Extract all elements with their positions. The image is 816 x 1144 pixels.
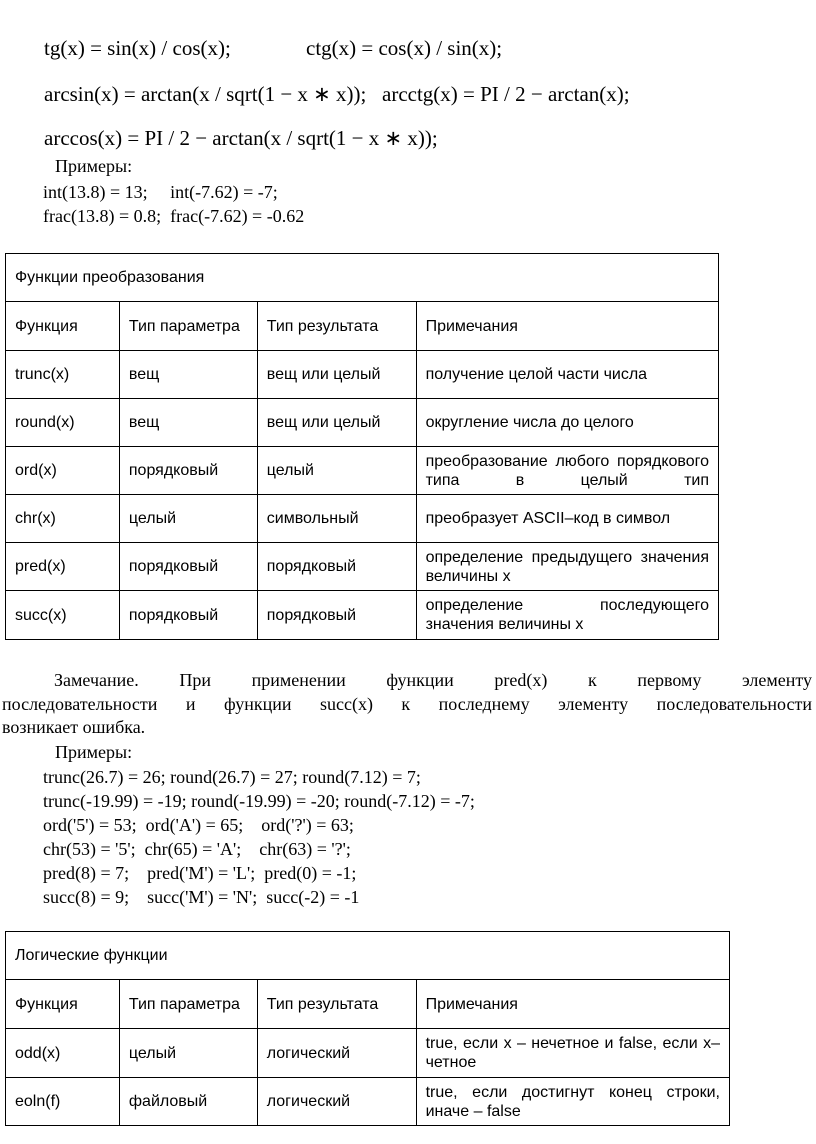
table-row <box>6 591 719 640</box>
header-cell: Тип параметра <box>119 302 257 351</box>
table-title: Логические функции <box>6 932 730 980</box>
table-cell: целый <box>119 1029 257 1078</box>
table-row <box>6 1078 730 1126</box>
table-cell: odd(x) <box>6 1029 120 1078</box>
table-row <box>6 399 719 447</box>
formula-arcctg: arcctg(x) = PI / 2 − arctan(x); <box>382 82 630 106</box>
example-line: succ(8) = 9; succ('M') = 'N'; succ(-2) = -1 <box>43 887 360 907</box>
examples-heading: Примеры: <box>55 156 133 176</box>
example-line: trunc(26.7) = 26; round(26.7) = 27; round(7.12) = 7; <box>43 767 421 787</box>
remark-line: Замечание. При применении функции pred(x) к первому элементу <box>54 670 812 690</box>
table-cell: trunc(x) <box>6 351 120 399</box>
table-cell: преобразует ASCII–код в символ <box>416 495 718 543</box>
examples-heading: Примеры: <box>55 742 133 762</box>
formula-ctg: ctg(x) = cos(x) / sin(x); <box>306 36 503 60</box>
table-cell: определение последующего значения величины x <box>416 591 718 640</box>
table-cell: порядковый <box>119 447 257 495</box>
table-cell: определение предыдущего значения величины x <box>416 543 718 591</box>
formula-tg: tg(x) = sin(x) / cos(x); <box>44 36 231 60</box>
remark-line: последовательности и функции succ(x) к последнему элементу последовательности <box>2 694 812 714</box>
table-row <box>6 351 719 399</box>
table-cell: целый <box>119 495 257 543</box>
table-cell: файловый <box>119 1078 257 1126</box>
table-cell: round(x) <box>6 399 120 447</box>
table-cell: целый <box>257 447 416 495</box>
header-cell: Функция <box>6 980 120 1029</box>
header-cell: Функция <box>6 302 120 351</box>
table-cell: succ(x) <box>6 591 120 640</box>
table-cell: вещ <box>119 351 257 399</box>
table-cell: вещ <box>119 399 257 447</box>
table-cell: символьный <box>257 495 416 543</box>
header-cell: Тип параметра <box>119 980 257 1029</box>
table-row <box>6 543 719 591</box>
table-row <box>6 447 719 495</box>
table-cell: eoln(f) <box>6 1078 120 1126</box>
example-line: frac(13.8) = 0.8; frac(-7.62) = -0.62 <box>43 206 305 226</box>
table-title: Функции преобразования <box>6 254 719 302</box>
table-cell: вещ или целый <box>257 399 416 447</box>
table-cell: получение целой части числа <box>416 351 718 399</box>
table-cell: ord(x) <box>6 447 120 495</box>
table-cell: порядковый <box>119 543 257 591</box>
example-line: trunc(-19.99) = -19; round(-19.99) = -20; round(-7.12) = -7; <box>43 791 475 811</box>
table-cell: округление числа до целого <box>416 399 718 447</box>
remark-line: возникает ошибка. <box>2 717 146 737</box>
table-row <box>6 495 719 543</box>
table-cell: pred(x) <box>6 543 120 591</box>
logical-functions-table <box>5 931 730 1126</box>
table-cell: преобразование любого порядкового типа в целый тип <box>416 447 718 495</box>
table-header-row <box>6 302 719 351</box>
formula-arcsin: arcsin(x) = arctan(x / sqrt(1 − x ∗ x)); <box>44 82 367 106</box>
header-cell: Тип результата <box>257 302 416 351</box>
header-cell: Примечания <box>416 980 729 1029</box>
example-line: chr(53) = '5'; chr(65) = 'A'; chr(63) = '?'; <box>43 839 351 859</box>
header-cell: Примечания <box>416 302 718 351</box>
conversion-functions-table <box>5 253 719 640</box>
example-line: int(13.8) = 13; int(-7.62) = -7; <box>43 182 278 202</box>
example-line: ord('5') = 53; ord('A') = 65; ord('?') = 63; <box>43 815 354 835</box>
table-row <box>6 1029 730 1078</box>
table-cell: порядковый <box>119 591 257 640</box>
table-cell: порядковый <box>257 591 416 640</box>
table-cell: true, если x – нечетное и false, если x–четное <box>416 1029 729 1078</box>
table-cell: chr(x) <box>6 495 120 543</box>
table-cell: логический <box>257 1029 416 1078</box>
table-cell: true, если достигнут конец строки, иначе – false <box>416 1078 729 1126</box>
header-cell: Тип результата <box>257 980 416 1029</box>
example-line: pred(8) = 7; pred('M') = 'L'; pred(0) = -1; <box>43 863 357 883</box>
table-cell: порядковый <box>257 543 416 591</box>
table-cell: логический <box>257 1078 416 1126</box>
table-header-row <box>6 980 730 1029</box>
formula-arccos: arccos(x) = PI / 2 − arctan(x / sqrt(1 − x ∗ x)); <box>44 126 438 150</box>
table-cell: вещ или целый <box>257 351 416 399</box>
